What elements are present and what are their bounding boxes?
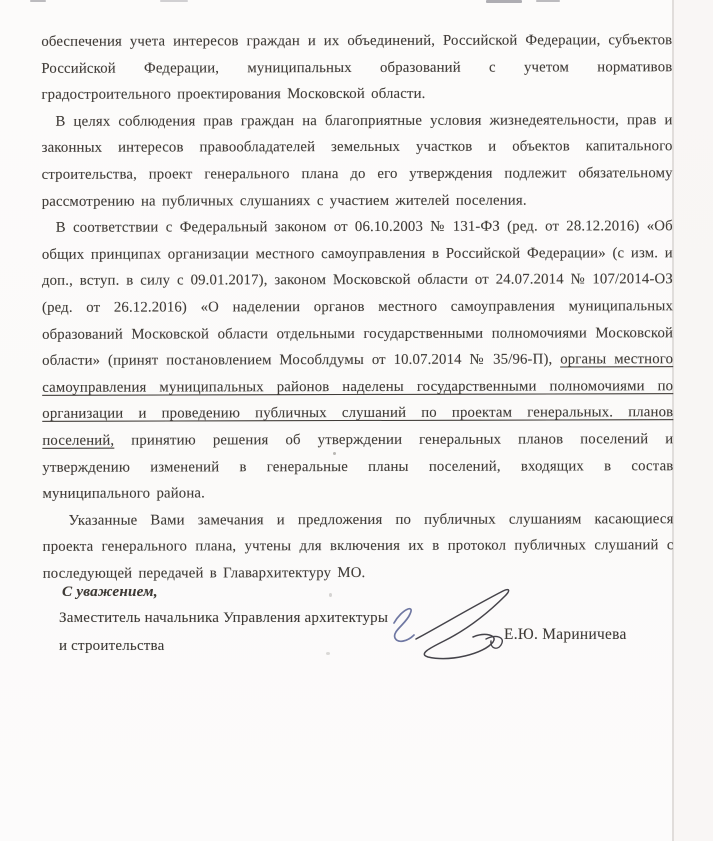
- underlined-text-segment: органы местного самоуправления муниципальных районов наделены государственными полномочиями по организации и проведению публичных слушаний по проектам генеральных. планов поселений,: [42, 351, 674, 449]
- closing-salutation: С уважением,: [62, 583, 158, 600]
- text-segment: Указанные Вами замечания и предложения по публичных слушаниям касающиеся проекта генерального плана, учтены для включения их в протокол публичных слушаний с последующей передачей в Главархитектуру МО.: [42, 510, 674, 582]
- body-paragraph: [41, 107, 672, 215]
- letter-body: [41, 27, 673, 587]
- scan-artifact-top-dash: [30, 0, 46, 2]
- scan-artifact-top-dash: [486, 0, 522, 3]
- signer-name: Е.Ю. Мариничева: [504, 626, 627, 643]
- body-paragraph: [41, 27, 672, 108]
- scan-artifact-top-dash: [536, 0, 560, 2]
- text-segment: В соответствии с Федеральный законом от 06.10.2003 № 131-ФЗ (ред. от 28.12.2016) «Об общих принципах организации местного самоуправления в Российской Федерации» (с изм. и доп., вступ. в силу с 09.01.2017), законом Московской области от 24.07.2014 № 107/2014-ОЗ (ред. от 26.12.2016) «О наделении органов местного самоуправления муниципальных образований Московской области отдельными государственными полномочиями Московской области» (принят постановлением Мособлдумы от 10.07.2014 № 35/96-П),: [41, 218, 674, 369]
- scan-edge-strip: [674, 0, 713, 841]
- body-paragraph: [42, 213, 674, 507]
- text-segment: В целях соблюдения прав граждан на благоприятные условия жизнедеятельности, прав и законных интересов правообладателей земельных участков и объектов капитального строительства, проект генерального плана до его утверждения подлежит обязательному рассмотрению на публичных слушаниях с участием жителей поселения.: [41, 111, 673, 210]
- text-segment: обеспечения учета интересов граждан и их объединений, Российской Федерации, субъектов Российской Федерации, муниципальных образований с учетом нормативов градостроительного проектирования Московской области.: [41, 32, 673, 104]
- signer-title-line1: Заместитель начальника Управления архитектуры: [59, 610, 389, 626]
- text-segment: принятию решения об утверждении генеральных планов поселений и утверждению изменений в генеральные планы поселений, входящих в состав муниципального района.: [42, 431, 674, 502]
- body-paragraph: [43, 506, 674, 587]
- signer-title-line2: и строительства: [59, 638, 165, 654]
- scan-artifact-top-dash: [160, 0, 188, 2]
- signature-block: [42, 583, 673, 723]
